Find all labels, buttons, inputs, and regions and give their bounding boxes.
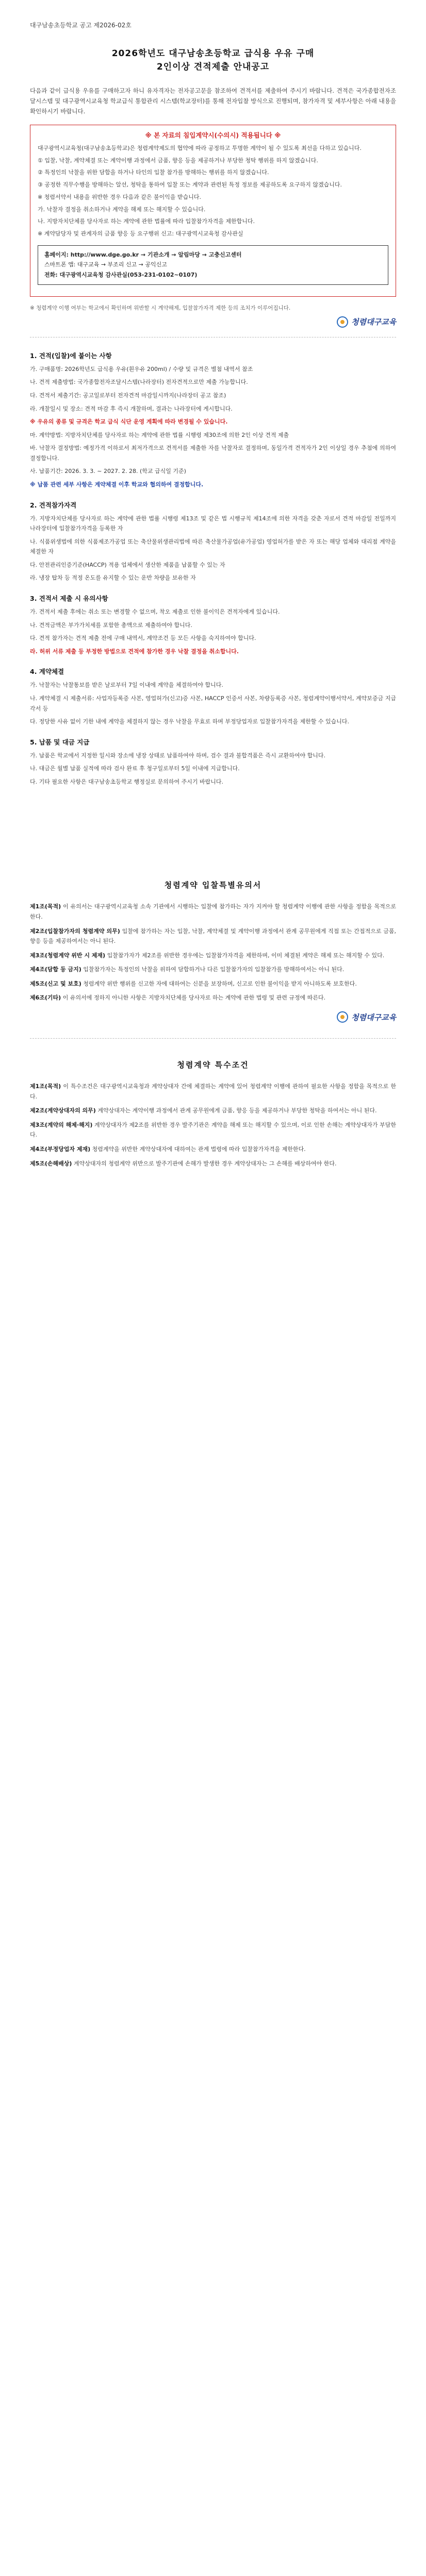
section-para: 라. 냉장 탑차 등 적정 온도를 유지할 수 있는 운반 차량을 보유한 자 — [30, 574, 196, 582]
section-3 — [30, 594, 396, 656]
article — [30, 964, 396, 975]
brand-symbol-icon — [337, 1011, 348, 1023]
article-text: 입찰에 참가하는 자는 입찰, 낙찰, 계약체결 및 계약이행 과정에서 관계 공무원에게 직접 또는 간접적으로 금품, 향응 등을 제공하여서는 아니 된다. — [30, 927, 397, 945]
integrity-box-heading: ※ 본 자료의 침입계약시(수의시) 적용됩니다 ※ — [145, 131, 281, 140]
section-para: 라. 개찰일시 및 장소: 견적 마감 후 즉시 개찰하며, 결과는 나라장터에 게시합니다. — [30, 405, 233, 412]
article — [30, 979, 396, 989]
section-para: 다. 견적서 제출기간: 공고일로부터 전자견적 마감일시까지(나라장터 공고 참조) — [30, 392, 226, 399]
article-head: 제6조(기타) — [30, 994, 61, 1002]
article-head: 제4조(부정당업자 제재) — [30, 1145, 91, 1153]
title-line-2: 2인이상 견적제출 안내공고 — [156, 62, 270, 73]
section-title: 4. 계약체결 — [30, 668, 64, 676]
article — [30, 1159, 396, 1169]
report-contact-box — [38, 245, 388, 285]
article-text: 이 특수조건은 대구광역시교육청과 계약상대자 간에 체결하는 계약에 있어 청렴계약 이행에 관하여 필요한 사항을 정함을 목적으로 한다. — [30, 1083, 397, 1100]
article-text: 계약상대자는 계약이행 과정에서 관계 공무원에게 금품, 향응 등을 제공하거나 부당한 청탁을 하여서는 아니 된다. — [97, 1107, 377, 1114]
article-text: 이 유의서에 정하지 아니한 사항은 지방자치단체를 당사자로 하는 계약에 관한 법령 및 관련 규정에 따른다. — [62, 994, 326, 1002]
contact-app: 스마트폰 앱: 대구교육 → 부조리 신고 → 공익신고 — [44, 261, 167, 268]
section-para: 가. 견적서 제출 후에는 취소 또는 변경할 수 없으며, 착오 제출로 인한 불이익은 견적자에게 있습니다. — [30, 608, 280, 616]
article — [30, 1081, 396, 1101]
article — [30, 902, 396, 922]
article-text: 계약상대자의 청렴계약 위반으로 발주기관에 손해가 발생한 경우 계약상대자는 그 손해를 배상하여야 한다. — [73, 1160, 337, 1167]
section-para: 가. 지방자치단체를 당사자로 하는 계약에 관한 법률 시행령 제13조 및 같은 법 시행규칙 제14조에 의한 자격을 갖춘 자로서 견적 마감일 전일까지 나라장터에 입찰참가자격을 등록한 자 — [30, 515, 396, 532]
brand-symbol-icon — [337, 316, 348, 328]
section-title: 2. 견적참가자격 — [30, 501, 77, 509]
contract-title: 청렴계약 입찰특별유의서 — [164, 880, 262, 890]
article-text: 입찰참가자가 제2조를 위반한 경우에는 입찰참가자격을 제한하며, 이미 체결된 계약은 해제 또는 해지할 수 있다. — [107, 952, 385, 959]
section-2 — [30, 500, 396, 583]
integrity-line: 대구광역시교육청(대구남송초등학교)은 청렴계약제도의 협약에 따라 공정하고 투명한 계약이 될 수 있도록 최선을 다하고 있습니다. — [38, 145, 362, 152]
section-para: 가. 낙찰자는 낙찰통보를 받은 날로부터 7일 이내에 계약을 체결하여야 합니다. — [30, 682, 223, 689]
brand-text: 청렴대구교육 — [351, 317, 396, 327]
integrity-bid-guidelines — [30, 879, 396, 1023]
article-head: 제4조(담합 등 금지) — [30, 966, 81, 973]
title-line-1: 2026학년도 대구남송초등학교 급식용 우유 구매 — [111, 48, 315, 59]
section-title: 1. 견적(입찰)에 붙이는 사항 — [30, 351, 112, 360]
notice-number: 대구남송초등학교 공고 제2026-02호 — [30, 22, 132, 29]
integrity-line: ③ 공정한 직무수행을 방해하는 알선, 청탁을 통하여 입찰 또는 계약과 관련된 특정 정보를 제공하도록 요구하지 않겠습니다. — [38, 181, 342, 189]
article — [30, 1144, 396, 1155]
article-text: 이 유의서는 대구광역시교육청 소속 기관에서 시행하는 입찰에 참가하는 자가 지켜야 할 청렴계약 이행에 관한 사항을 정함을 목적으로 한다. — [30, 903, 397, 920]
integrity-line: ※ 계약담당자 및 관계자의 금품 향응 등 요구행위 신고: 대구광역시교육청 감사관실 — [38, 230, 243, 237]
article-head: 제3조(계약의 해제·해지) — [30, 1121, 93, 1128]
article-text: 입찰참가자는 특정인의 낙찰을 위하여 담합하거나 다른 입찰참가자의 입찰참가를 방해하여서는 아니 된다. — [83, 966, 345, 973]
intro-paragraph: 다음과 같이 급식용 우유를 구매하고자 하니 유자격자는 전자공고문을 참조하여 견적서를 제출하여 주시기 바랍니다. 견적은 국가종합전자조달시스템 및 대구광역시교육청 학교급식 통합관리 시스템(학교장터)를 통해 전자입찰 방식으로 진행되며, 참가자격 및 세부사항은 아래 내용을 확인하시기 바랍니다. — [30, 87, 396, 115]
section-para: 라. 허위 서류 제출 등 부정한 방법으로 견적에 참가한 경우 낙찰 결정을 취소합니다. — [30, 648, 239, 655]
article-text: 계약상대자가 제2조를 위반한 경우 발주기관은 계약을 해제 또는 해지할 수 있으며, 이로 인한 손해는 계약상대자가 부담한다. — [30, 1121, 396, 1139]
article — [30, 951, 396, 961]
article — [30, 926, 396, 946]
integrity-notice-box — [30, 125, 396, 297]
brand-logo — [30, 316, 396, 328]
section-title: 3. 견적서 제출 시 유의사항 — [30, 595, 108, 603]
section-title: 5. 납품 및 대금 지급 — [30, 738, 90, 746]
section-para: 나. 견적 제출방법: 국가종합전자조달시스템(나라장터) 전자견적으로만 제출 가능합니다. — [30, 379, 248, 386]
brand-logo — [30, 1011, 396, 1023]
footnote: ※ 청렴계약 이행 여부는 학교에서 확인하며 위반할 시 계약해제, 입찰참가자격 제한 등의 조치가 이루어집니다. — [30, 304, 291, 311]
section-para: 바. 낙찰자 결정방법: 예정가격 이하로서 최저가격으로 견적서를 제출한 자를 낙찰자로 결정하며, 동일가격 견적자가 2인 이상일 경우 추첨에 의하여 결정합니다. — [30, 445, 396, 462]
section-para: ※ 납품 관련 세부 사항은 계약체결 이후 학교와 협의하여 결정합니다. — [30, 481, 204, 488]
integrity-line: 나. 지방자치단체를 당사자로 하는 계약에 관한 법률에 따라 입찰참가자격을 제한합니다. — [38, 218, 255, 225]
contract-title: 청렴계약 특수조건 — [177, 1060, 249, 1070]
article-head: 제1조(목적) — [30, 1083, 61, 1090]
section-4 — [30, 667, 396, 726]
section-para: 나. 식품위생법에 의한 식품제조가공업 또는 축산물위생관리법에 따른 축산물가공업(유가공업) 영업허가를 받은 자 또는 해당 업체와 대리점 계약을 체결한 자 — [30, 538, 396, 555]
article — [30, 993, 396, 1003]
section-para: 다. 안전관리인증기준(HACCP) 적용 업체에서 생산한 제품을 납품할 수 있는 자 — [30, 561, 225, 568]
section-para: 나. 계약체결 시 제출서류: 사업자등록증 사본, 영업허가(신고)증 사본, HACCP 인증서 사본, 차량등록증 사본, 청렴계약이행서약서, 계약보증금 지급각서 등 — [30, 694, 396, 712]
section-para: 다. 정당한 사유 없이 기한 내에 계약을 체결하지 않는 경우 낙찰을 무효로 하며 부정당업자로 입찰참가자격을 제한할 수 있습니다. — [30, 718, 349, 725]
brand-text: 청렴대구교육 — [351, 1012, 396, 1022]
integrity-line: ② 특정인의 낙찰을 위한 담합을 하거나 타인의 입찰 참가를 방해하는 행위를 하지 않겠습니다. — [38, 169, 269, 176]
page-gap — [30, 797, 396, 859]
article-head: 제5조(손해배상) — [30, 1160, 72, 1167]
article-head: 제1조(목적) — [30, 903, 61, 910]
section-para: 사. 납품기간: 2026. 3. 3. ~ 2027. 2. 28. (학교 급식일 기준) — [30, 468, 186, 475]
section-1 — [30, 351, 396, 490]
section-para: 마. 계약방법: 지방자치단체를 당사자로 하는 계약에 관한 법률 시행령 제30조에 의한 2인 이상 견적 제출 — [30, 431, 289, 438]
page-title — [30, 47, 396, 74]
integrity-special-conditions — [30, 1059, 396, 1168]
article — [30, 1120, 396, 1140]
section-para: ※ 우유의 종류 및 규격은 학교 급식 식단 운영 계획에 따라 변경될 수 있습니다. — [30, 418, 228, 426]
article-head: 제5조(신고 및 보호) — [30, 980, 81, 987]
section-para: 가. 구매품명: 2026학년도 급식용 우유(흰우유 200ml) / 수량 및 규격은 별첨 내역서 참조 — [30, 365, 253, 372]
contact-homepage: 홈페이지: http://www.dge.go.kr → 기관소개 → 알림마당 → 고충신고센터 — [44, 251, 242, 258]
article-head: 제2조(입찰참가자의 청렴계약 의무) — [30, 927, 120, 935]
section-para: 가. 납품은 학교에서 지정한 일시와 장소에 냉장 상태로 납품하여야 하며, 검수 결과 불합격품은 즉시 교환하여야 합니다. — [30, 752, 325, 759]
article-text: 청렴계약 위반 행위를 신고한 자에 대하여는 신분을 보장하며, 신고로 인한 불이익을 받지 아니하도록 보호한다. — [83, 980, 357, 987]
section-para: 나. 견적금액은 부가가치세를 포함한 총액으로 제출하여야 합니다. — [30, 621, 192, 629]
section-para: 나. 대금은 월별 납품 실적에 따라 검사 완료 후 청구일로부터 5일 이내에 지급합니다. — [30, 765, 240, 772]
section-para: 다. 기타 필요한 사항은 대구남송초등학교 행정실로 문의하여 주시기 바랍니다. — [30, 778, 223, 785]
article — [30, 1106, 396, 1116]
article-head: 제3조(청렴계약 위반 시 제재) — [30, 952, 106, 959]
article-text: 청렴계약을 위반한 계약상대자에 대하여는 관계 법령에 따라 입찰참가자격을 제한한다. — [92, 1145, 306, 1153]
section-5 — [30, 737, 396, 787]
article-head: 제2조(계약상대자의 의무) — [30, 1107, 96, 1114]
contact-phone: 전화: 대구광역시교육청 감사관실(053-231-0102~0107) — [44, 272, 198, 279]
integrity-line: ① 입찰, 낙찰, 계약체결 또는 계약이행 과정에서 금품, 향응 등을 제공하거나 부당한 청탁 행위를 하지 않겠습니다. — [38, 157, 318, 164]
section-divider — [30, 1038, 396, 1039]
integrity-line: ※ 청렴서약서 내용을 위반한 경우 다음과 같은 불이익을 받습니다. — [38, 193, 201, 200]
integrity-line: 가. 낙찰자 결정을 취소하거나 계약을 해제 또는 해지할 수 있습니다. — [38, 206, 206, 213]
section-para: 다. 견적 참가자는 견적 제출 전에 구매 내역서, 계약조건 등 모든 사항을 숙지하여야 합니다. — [30, 635, 256, 642]
